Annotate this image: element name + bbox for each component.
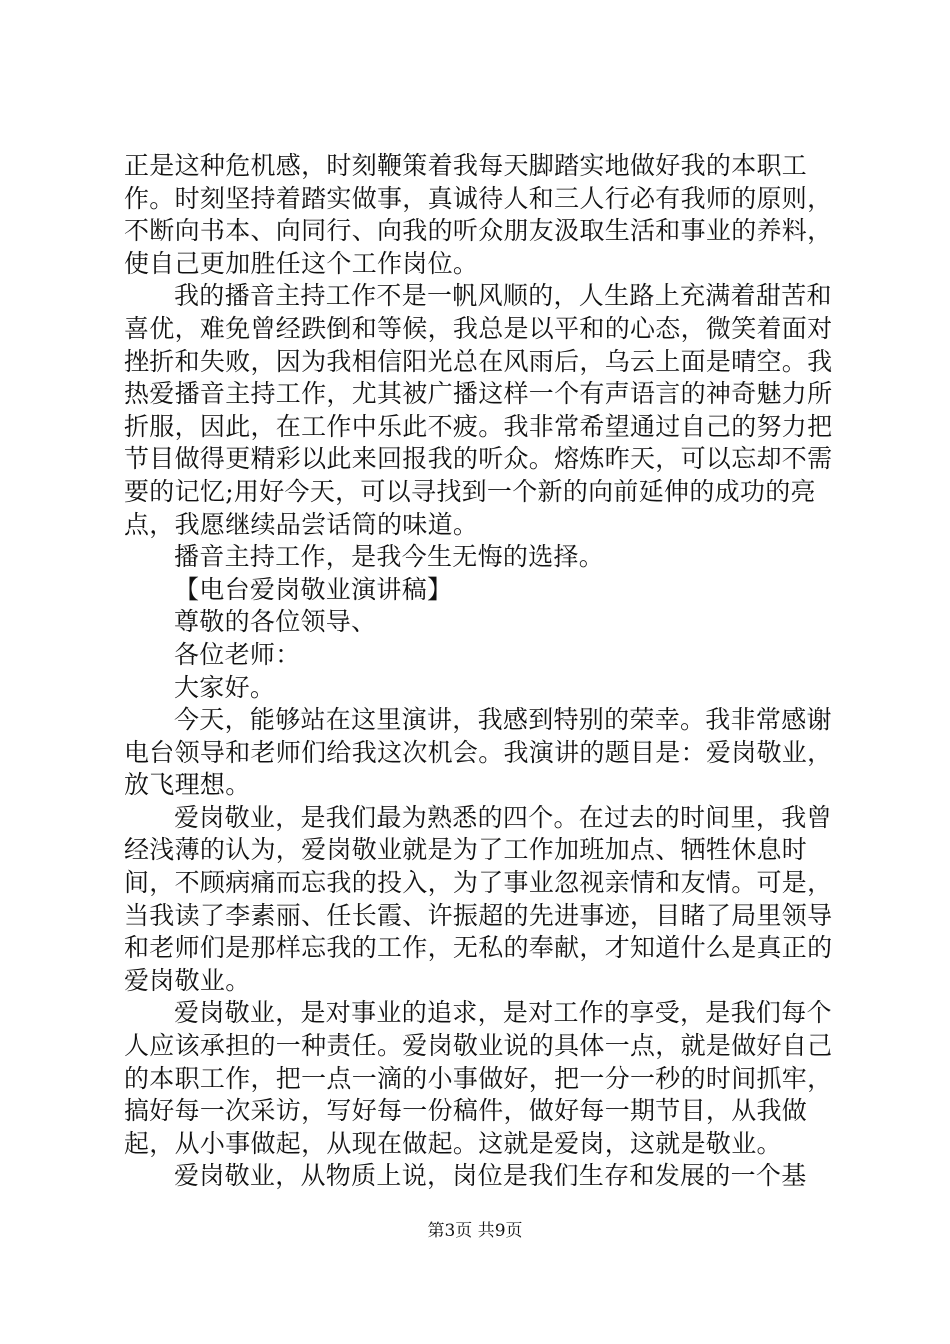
paragraph-11: 爱岗敬业，从物质上说，岗位是我们生存和发展的一个基 [174, 1161, 807, 1191]
paragraph-3: 播音主持工作，是我今生无悔的选择。 [174, 542, 605, 572]
salutation-line-2: 各位老师： [174, 639, 301, 669]
salutation-line-1: 尊敬的各位领导、 [174, 607, 377, 637]
paragraph-9: 爱岗敬业，是我们最为熟悉的四个。在过去的时间里，我曾经浅薄的认为，爱岗敬业就是为了工作加班加点、牺牲休息时间，不顾病痛而忘我的投入，为了事业忽视亲情和友情。可是，当我读了李素丽、任长霞、许振超的先进事迹，目睹了局里领导和老师们是那样忘我的工作，无私的奉献，才知道什么是真正的爱岗敬业。 [124, 802, 833, 995]
paragraph-1: 正是这种危机感，时刻鞭策着我每天脚踏实地做好我的本职工作。时刻坚持着踏实做事，真诚待人和三人行必有我师的原则，不断向书本、向同行、向我的听众朋友汲取生活和事业的养料，使自己更加胜任这个工作岗位。 [124, 151, 833, 278]
paragraph-8: 今天，能够站在这里演讲，我感到特别的荣幸。我非常感谢电台领导和老师们给我这次机会。我演讲的题目是：爱岗敬业，放飞理想。 [124, 705, 833, 800]
paragraph-2: 我的播音主持工作不是一帆风顺的，人生路上充满着甜苦和喜优，难免曾经跌倒和等候，我总是以平和的心态，微笑着面对挫折和失败，因为我相信阳光总在风雨后，乌云上面是晴空。我热爱播音主持工作，尤其被广播这样一个有声语言的神奇魅力所折服，因此，在工作中乐此不疲。我非常希望通过自己的努力把节目做得更精彩以此来回报我的听众。熔炼昨天，可以忘却不需要的记忆;用好今天，可以寻找到一个新的向前延伸的成功的亮点，我愿继续品尝话筒的味道。 [124, 281, 833, 539]
greeting: 大家好。 [174, 672, 276, 702]
page-number-footer: 第3页 共9页 [427, 1221, 523, 1241]
section-heading: 【电台爱岗敬业演讲稿】 [174, 574, 453, 604]
paragraph-10: 爱岗敬业，是对事业的追求，是对工作的享受，是我们每个人应该承担的一种责任。爱岗敬业说的具体一点，就是做好自己的本职工作，把一点一滴的小事做好，把一分一秒的时间抓牢，搞好每一次采访，写好每一份稿件，做好每一期节目，从我做起，从小事做起，从现在做起。这就是爱岗，这就是敬业。 [124, 998, 833, 1158]
document-body [124, 150, 844, 1193]
